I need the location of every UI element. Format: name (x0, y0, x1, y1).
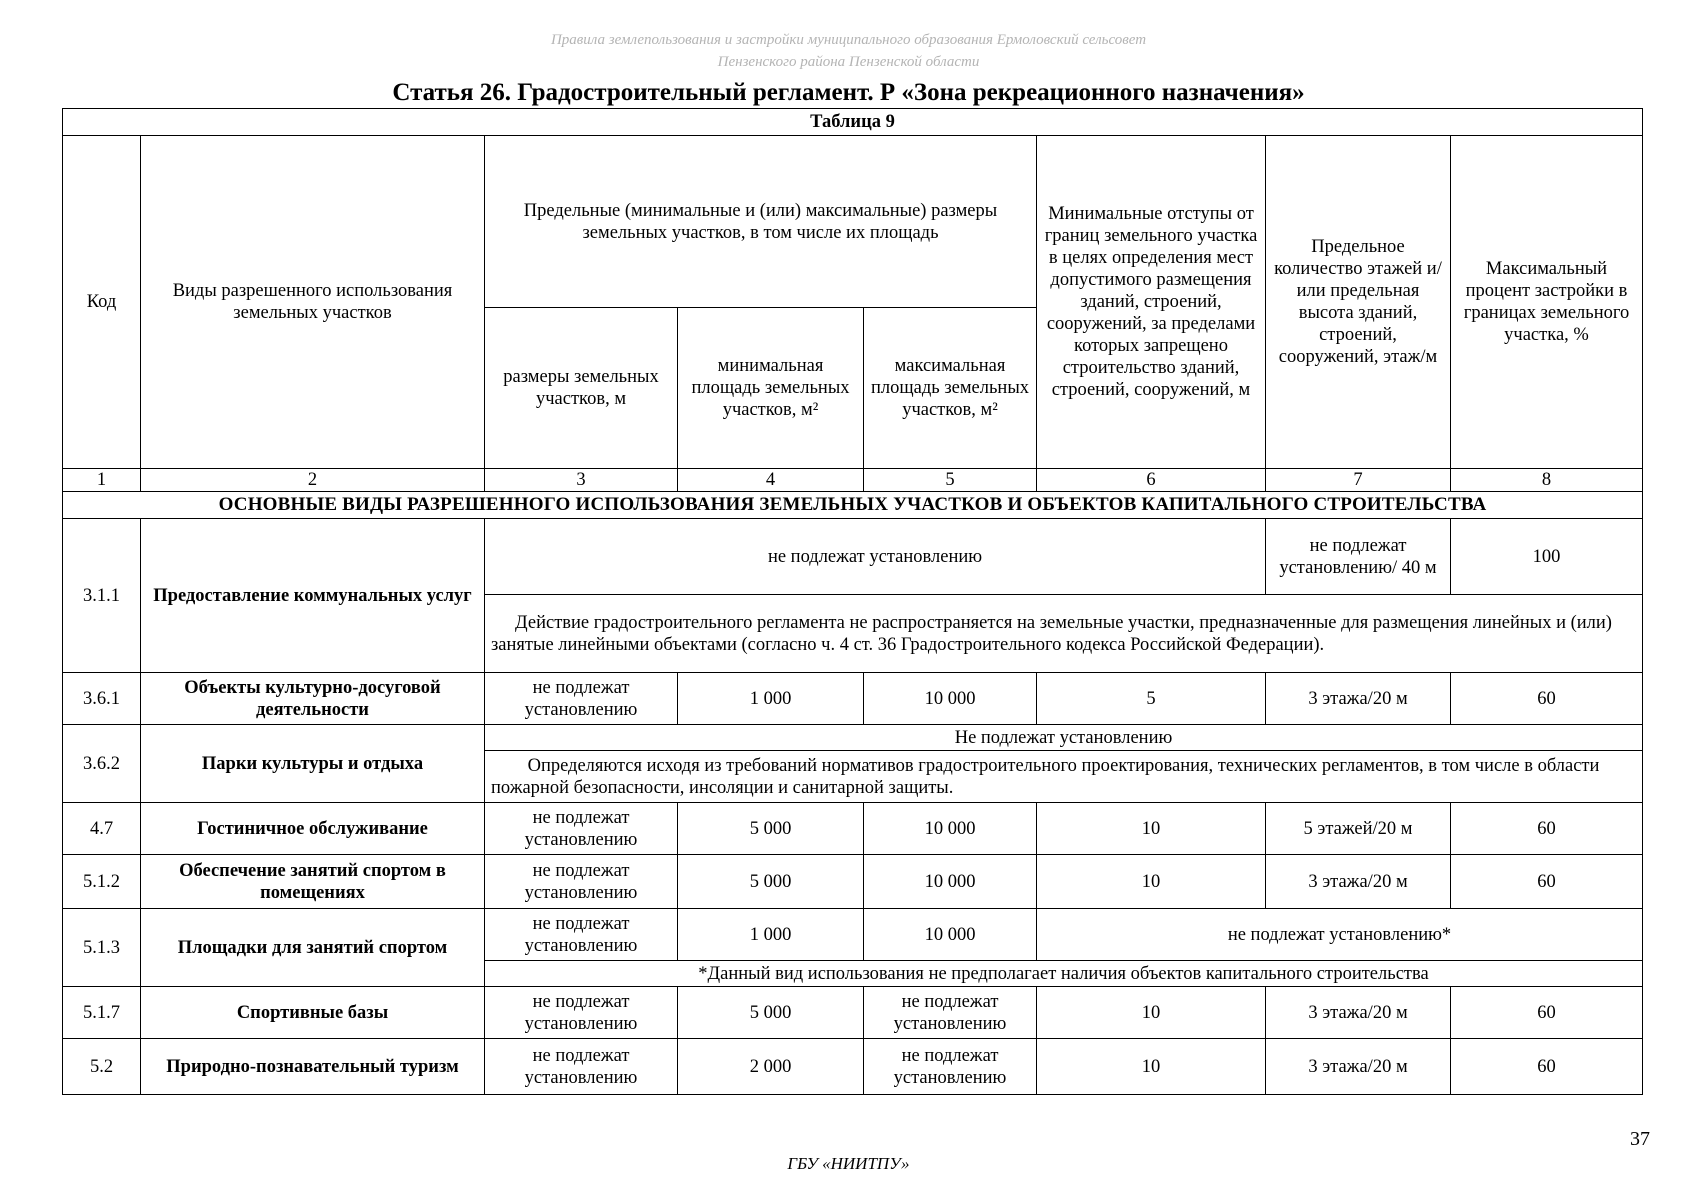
row-max-area: не подлежат установлению (864, 1039, 1037, 1095)
header-sizes: размеры земельных участков, м (485, 308, 678, 469)
header-size-group: Предельные (минимальные и (или) максимальные) размеры земельных участков, в том числе их площадь (485, 136, 1037, 308)
row-use-name: Обеспечение занятий спортом в помещениях (141, 855, 485, 909)
row-code: 5.1.3 (63, 909, 141, 987)
row-min-area: 2 000 (678, 1039, 864, 1095)
page-number: 37 (1630, 1128, 1650, 1150)
row-min-area: 1 000 (678, 673, 864, 725)
row-setback: 10 (1037, 1039, 1266, 1095)
column-number-row (63, 469, 1643, 492)
row-setback: 5 (1037, 673, 1266, 725)
row-coverage: 60 (1451, 803, 1643, 855)
header-coverage: Максимальный процент застройки в границах земельного участка, % (1451, 136, 1643, 469)
row-coverage: 100 (1451, 519, 1643, 595)
table-row (63, 909, 1643, 961)
regulation-table (62, 108, 1643, 1095)
row-sizes: не подлежат установлению (485, 855, 678, 909)
running-header-line2: Пензенского района Пензенской области (717, 54, 980, 70)
row-sizes: не подлежат установлению (485, 987, 678, 1039)
row-code: 3.1.1 (63, 519, 141, 673)
row-floors: не подлежат установлению/ 40 м (1266, 519, 1451, 595)
header-uses: Виды разрешенного использования земельных участков (141, 136, 485, 469)
row-sizes: не подлежат установлению (485, 909, 678, 961)
section-title: ОСНОВНЫЕ ВИДЫ РАЗРЕШЕННОГО ИСПОЛЬЗОВАНИЯ ЗЕМЕЛЬНЫХ УЧАСТКОВ И ОБЪЕКТОВ КАПИТАЛЬНОГО СТРОИТЕЛЬСТВА (63, 492, 1643, 519)
row-max-area: не подлежат установлению (864, 987, 1037, 1039)
row-setback: 10 (1037, 803, 1266, 855)
header-setbacks: Минимальные отступы от границ земельного участка в целях определения мест допустимого размещения зданий, строений, сооружений, за пределами которых запрещено строительство зданий, строений, сооружений, м (1037, 136, 1266, 469)
column-number: 1 (63, 469, 141, 492)
row-use-name: Площадки для занятий спортом (141, 909, 485, 987)
row-use-name: Объекты культурно-досуговой деятельности (141, 673, 485, 725)
table-row (63, 519, 1643, 595)
header-min-area: минимальная площадь земельных участков, м² (678, 308, 864, 469)
row-min-area: 1 000 (678, 909, 864, 961)
running-header-line1: Правила землепользования и застройки муниципального образования Ермоловский сельсовет (550, 32, 1147, 48)
row-sizes: не подлежат установлению (485, 673, 678, 725)
row-floors: 3 этажа/20 м (1266, 987, 1451, 1039)
row-setback: 10 (1037, 987, 1266, 1039)
table-label: Таблица 9 (63, 109, 1643, 136)
row-max-area: 10 000 (864, 909, 1037, 961)
row-floors: 3 этажа/20 м (1266, 855, 1451, 909)
row-max-area: 10 000 (864, 673, 1037, 725)
row-setback: 10 (1037, 855, 1266, 909)
row-merged-value: не подлежат установлению (485, 519, 1266, 595)
table-row (63, 1039, 1643, 1095)
row-code: 5.1.7 (63, 987, 141, 1039)
row-code: 5.1.2 (63, 855, 141, 909)
row-note: Определяются исходя из требований нормативов градостроительного проектирования, технических регламентов, в том числе в области пожарной безопасности, инсоляции и санитарной защиты. (485, 751, 1643, 803)
row-floors: 3 этажа/20 м (1266, 673, 1451, 725)
row-code: 3.6.1 (63, 673, 141, 725)
row-code: 4.7 (63, 803, 141, 855)
column-number: 5 (864, 469, 1037, 492)
column-number: 8 (1451, 469, 1643, 492)
column-number: 2 (141, 469, 485, 492)
table-row (63, 855, 1643, 909)
row-max-area: 10 000 (864, 855, 1037, 909)
column-number: 4 (678, 469, 864, 492)
table-row (63, 987, 1643, 1039)
header-max-area: максимальная площадь земельных участков, м² (864, 308, 1037, 469)
column-number: 3 (485, 469, 678, 492)
row-floors: 5 этажей/20 м (1266, 803, 1451, 855)
row-sizes: не подлежат установлению (485, 803, 678, 855)
footer-organization: ГБУ «НИИТПУ» (787, 1154, 910, 1173)
table-row (63, 803, 1643, 855)
row-coverage: 60 (1451, 673, 1643, 725)
row-min-area: 5 000 (678, 855, 864, 909)
row-use-name: Природно-познавательный туризм (141, 1039, 485, 1095)
header-code: Код (63, 136, 141, 469)
row-note: *Данный вид использования не предполагает наличия объектов капитального строительства (485, 961, 1643, 987)
header-floors: Предельное количество этажей и/или предельная высота зданий, строений, сооружений, этаж/м (1266, 136, 1451, 469)
row-min-area: 5 000 (678, 803, 864, 855)
row-code: 3.6.2 (63, 725, 141, 803)
table-row (63, 673, 1643, 725)
row-code: 5.2 (63, 1039, 141, 1095)
row-use-name: Спортивные базы (141, 987, 485, 1039)
row-min-area: 5 000 (678, 987, 864, 1039)
row-use-name: Парки культуры и отдыха (141, 725, 485, 803)
article-title: Статья 26. Градостроительный регламент. Р «Зона рекреационного назначения» (392, 79, 1305, 106)
table-row (63, 725, 1643, 751)
column-number: 6 (1037, 469, 1266, 492)
row-max-area: 10 000 (864, 803, 1037, 855)
row-merged-value: Не подлежат установлению (485, 725, 1643, 751)
row-use-name: Предоставление коммунальных услуг (141, 519, 485, 673)
row-coverage: 60 (1451, 855, 1643, 909)
row-coverage: 60 (1451, 1039, 1643, 1095)
row-note: Действие градостроительного регламента не распространяется на земельные участки, предназначенные для размещения линейных и (или) занятые линейными объектами (согласно ч. 4 ст. 36 Градостроительного кодекса Российской Федерации). (485, 595, 1643, 673)
row-merged-value: не подлежат установлению* (1037, 909, 1643, 961)
row-coverage: 60 (1451, 987, 1643, 1039)
row-sizes: не подлежат установлению (485, 1039, 678, 1095)
column-number: 7 (1266, 469, 1451, 492)
row-floors: 3 этажа/20 м (1266, 1039, 1451, 1095)
row-use-name: Гостиничное обслуживание (141, 803, 485, 855)
